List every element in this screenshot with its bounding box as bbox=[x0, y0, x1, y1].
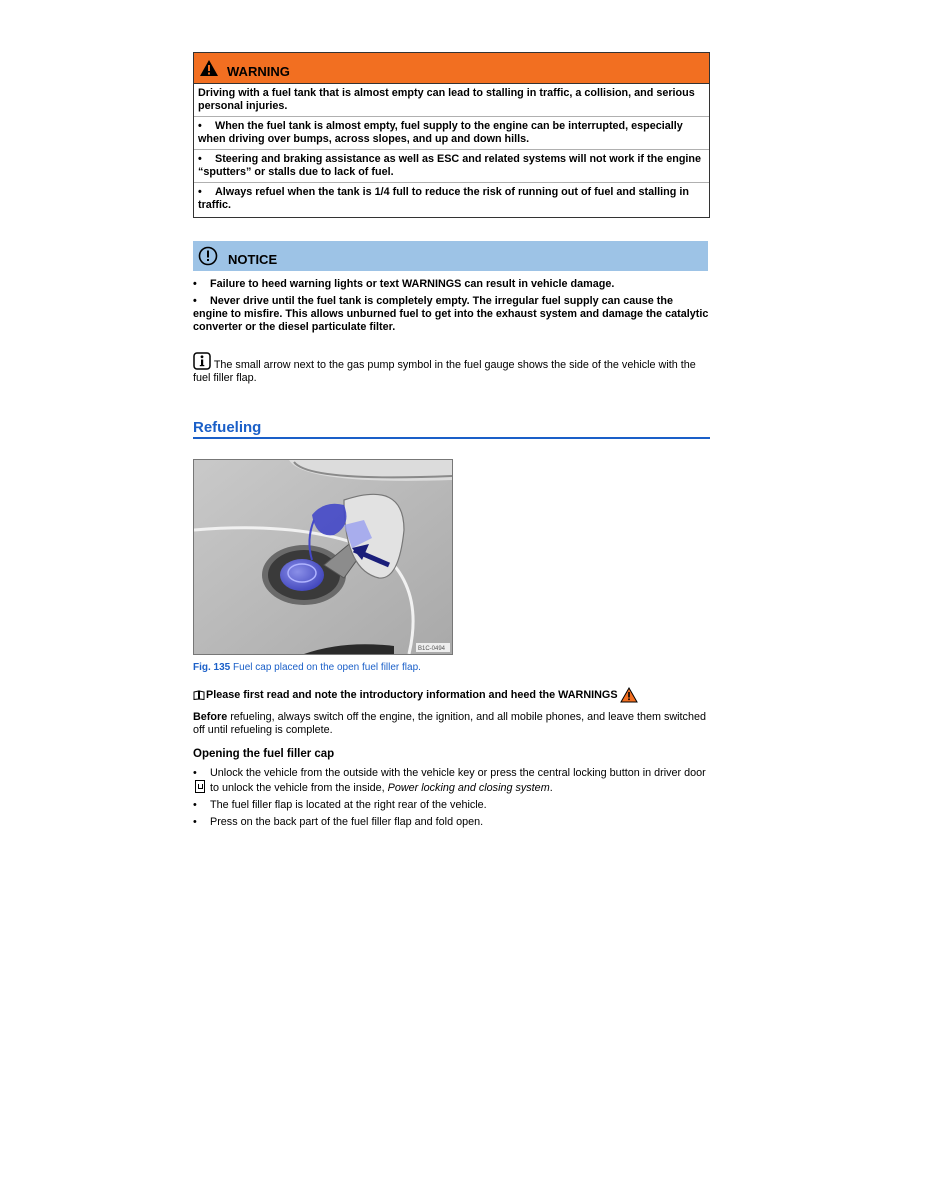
before-paragraph bbox=[193, 711, 710, 737]
manual-page bbox=[193, 52, 710, 833]
read-note bbox=[193, 687, 710, 703]
warning-item: • When the fuel tank is almost empty, fuel supply to the engine can be interrupted, especially when driving over bumps, across slopes, and up and down hills. bbox=[198, 120, 683, 145]
bullet: • bbox=[198, 153, 202, 165]
notice-body bbox=[193, 278, 710, 334]
opening-list bbox=[193, 767, 710, 829]
bullet: • bbox=[198, 120, 202, 132]
notice-item: • Never drive until the fuel tank is completely empty. The irregular fuel supply can cause the engine to misfire. This allows unburned fuel to get into the exhaust system and damage the catalytic converter or the diesel particulate filter. bbox=[193, 295, 709, 333]
cross-reference-link[interactable]: Power locking and closing system bbox=[387, 782, 550, 794]
warning-triangle-icon bbox=[199, 59, 219, 77]
divider bbox=[194, 116, 709, 117]
read-note-text[interactable]: Please first read and note the introductory information and heed the WARNINGS bbox=[206, 689, 618, 701]
warning-box bbox=[193, 52, 710, 218]
exclamation-circle-icon bbox=[198, 246, 218, 266]
bullet: • bbox=[193, 816, 197, 828]
warning-item: • Steering and braking assistance as well as ESC and related systems will not work if the engine “sputters” or stalls due to lack of fuel. bbox=[198, 153, 702, 178]
info-note bbox=[193, 352, 710, 385]
bullet: • bbox=[193, 278, 197, 290]
warning-triangle-icon[interactable] bbox=[620, 687, 638, 703]
bullet: • bbox=[198, 186, 202, 198]
figure-caption-text: Fuel cap placed on the open fuel filler flap. bbox=[233, 662, 421, 673]
warning-body bbox=[194, 84, 709, 217]
notice-item: • Failure to heed warning lights or text WARNINGS can result in vehicle damage. bbox=[193, 278, 615, 290]
warning-item: • Always refuel when the tank is 1/4 full to reduce the risk of running out of fuel and stalling in traffic. bbox=[198, 186, 689, 211]
notice-header bbox=[193, 241, 708, 271]
door-lock-icon bbox=[195, 780, 205, 793]
before-lead: Before bbox=[193, 711, 228, 723]
info-icon bbox=[193, 352, 211, 370]
section-heading: Refueling bbox=[193, 419, 710, 439]
opening-heading: Opening the fuel filler cap bbox=[193, 748, 335, 760]
book-icon bbox=[193, 690, 205, 700]
before-text: refueling, always switch off the engine, the ignition, and all mobile phones, and leave them switched off until refueling is complete. bbox=[193, 711, 706, 736]
bullet: • bbox=[193, 295, 197, 307]
warning-intro: Driving with a fuel tank that is almost empty can lead to stalling in traffic, a collision, and serious personal injuries. bbox=[198, 87, 695, 112]
figure-number: Fig. 135 bbox=[193, 662, 231, 673]
figure-code: B1C-0494 bbox=[418, 646, 446, 652]
bullet: • bbox=[193, 767, 197, 779]
bullet: • bbox=[193, 799, 197, 811]
divider bbox=[194, 182, 709, 183]
divider bbox=[194, 149, 709, 150]
list-item: • The fuel filler flap is located at the right rear of the vehicle. bbox=[193, 799, 487, 811]
figure-caption bbox=[193, 662, 710, 673]
info-note-text: The small arrow next to the gas pump symbol in the fuel gauge shows the side of the vehicle with the fuel filler flap. bbox=[193, 359, 696, 384]
fuel-flap-drawing bbox=[194, 460, 452, 654]
list-item: • Unlock the vehicle from the outside with the vehicle key or press the central locking button in driver door to unlock the vehicle from the inside, Power locking and closing system. bbox=[193, 767, 706, 794]
notice-title: NOTICE bbox=[228, 251, 278, 267]
fuel-cap-illustration bbox=[193, 459, 453, 655]
warning-header bbox=[194, 53, 709, 84]
list-item: • Press on the back part of the fuel filler flap and fold open. bbox=[193, 816, 484, 828]
warning-title: WARNING bbox=[227, 63, 290, 79]
